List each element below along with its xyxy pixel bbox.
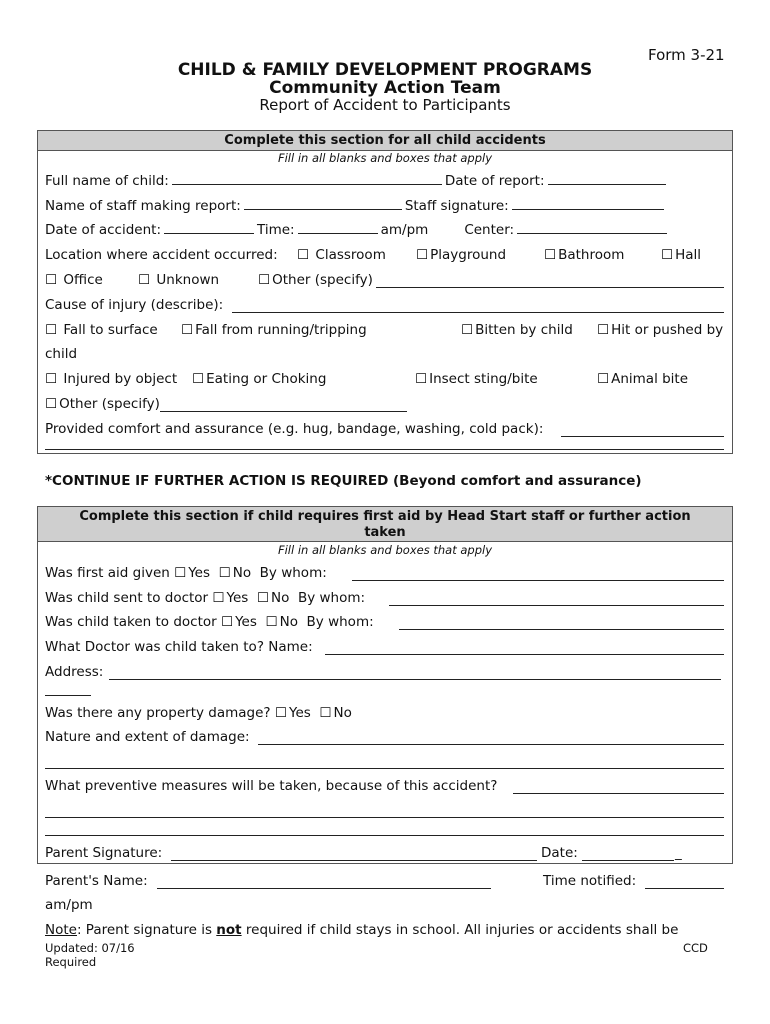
sent-doctor-by-field[interactable] xyxy=(389,605,724,606)
note-text-1: : Parent signature is xyxy=(76,922,217,938)
center-label: Center: xyxy=(464,222,515,238)
sent-doctor-by-label: By whom: xyxy=(297,590,366,606)
loc-unknown-option[interactable] xyxy=(138,272,219,288)
cause-fall-running-option[interactable] xyxy=(181,322,367,338)
checkbox-icon[interactable]: ☐ xyxy=(256,590,270,606)
checkbox-icon[interactable]: ☐ xyxy=(544,247,557,263)
checkbox-icon[interactable]: ☐ xyxy=(597,371,610,387)
time-notified-label: Time notified: xyxy=(543,873,637,889)
first-aid-by-field[interactable] xyxy=(352,580,724,581)
checkbox-icon[interactable]: ☐ xyxy=(181,322,194,338)
cause-fall-surface-label: Fall to surface xyxy=(63,322,158,338)
date-accident-field[interactable] xyxy=(164,232,254,234)
form-number: Form 3-21 xyxy=(648,46,725,64)
full-name-label: Full name of child: xyxy=(45,173,169,189)
location-line xyxy=(45,247,278,263)
first-aid-by-label: By whom: xyxy=(259,565,327,581)
checkbox-icon[interactable]: ☐ xyxy=(45,272,58,288)
sent-doctor-yes-label: Yes xyxy=(226,590,249,606)
updated-label: Updated: 07/16 xyxy=(45,941,135,955)
section1-heading: Complete this section for all child accidents xyxy=(38,131,732,151)
checkbox-icon[interactable]: ☐ xyxy=(258,272,271,288)
checkbox-icon[interactable]: ☐ xyxy=(415,371,428,387)
cause-bitten-option[interactable] xyxy=(461,322,573,338)
parent-name-label: Parent's Name: xyxy=(45,873,148,889)
checkbox-icon[interactable]: ☐ xyxy=(416,247,429,263)
first-aid-no-label: No xyxy=(232,565,252,581)
cause-eating-option[interactable] xyxy=(192,371,326,387)
sent-doctor-label: Was child sent to doctor xyxy=(45,590,209,606)
date-report-label: Date of report: xyxy=(444,173,545,189)
comfort-label: Provided comfort and assurance (e.g. hug, bandage, washing, cold pack): xyxy=(45,421,544,437)
parent-name-field[interactable] xyxy=(157,888,491,889)
cause-fall-running-label: Fall from running/tripping xyxy=(195,322,367,338)
comfort-field[interactable] xyxy=(561,436,724,437)
cause-object-label: Injured by object xyxy=(63,371,178,387)
date-report-field[interactable] xyxy=(548,183,666,185)
parent-date-label: Date: xyxy=(541,845,578,861)
section2-box xyxy=(37,506,733,864)
date-accident-label: Date of accident: xyxy=(45,222,162,238)
section2-instructions: Fill in all blanks and boxes that apply xyxy=(277,543,493,557)
preventive-field[interactable] xyxy=(513,793,724,794)
cause-insect-option[interactable] xyxy=(415,371,538,387)
loc-other-field[interactable] xyxy=(376,287,724,288)
cause-hit-label: Hit or pushed by xyxy=(611,322,724,338)
cause-other-field[interactable] xyxy=(160,411,407,412)
time-notified-ampm: am/pm xyxy=(45,897,93,913)
loc-playground-label: Playground xyxy=(430,247,507,263)
nature-field-2[interactable] xyxy=(45,768,724,769)
checkbox-icon[interactable]: ☐ xyxy=(265,614,278,630)
checkbox-icon[interactable]: ☐ xyxy=(174,565,187,581)
cause-fall-surface-option[interactable] xyxy=(45,322,158,338)
parent-sig-label: Parent Signature: xyxy=(45,845,163,861)
loc-other-label: Other (specify) xyxy=(272,272,373,288)
checkbox-icon[interactable]: ☐ xyxy=(597,322,610,338)
property-label: Was there any property damage? xyxy=(45,705,271,721)
address-label: Address: xyxy=(45,664,104,680)
section2-heading-line1: Complete this section if child requires first aid by Head Start staff or further action xyxy=(79,509,691,524)
checkbox-icon[interactable]: ☐ xyxy=(45,322,58,338)
taken-doctor-label: Was child taken to doctor xyxy=(45,614,217,630)
address-field-2[interactable] xyxy=(45,695,91,696)
note-text-2: required if child stays in school. All injuries or accidents shall be xyxy=(241,922,679,938)
property-no-label: No xyxy=(333,705,352,721)
cause-animal-label: Animal bite xyxy=(611,371,689,387)
first-aid-yes-label: Yes xyxy=(188,565,211,581)
checkbox-icon[interactable]: ☐ xyxy=(319,705,332,721)
center-field[interactable] xyxy=(517,232,667,234)
cause-animal-option[interactable] xyxy=(597,371,688,387)
ampm-label: am/pm xyxy=(380,222,429,238)
location-label: Location where accident occurred: xyxy=(45,247,278,263)
taken-doctor-by-label: By whom: xyxy=(306,614,374,630)
preventive-label: What preventive measures will be taken, because of this accident? xyxy=(45,778,498,794)
address-field[interactable] xyxy=(109,679,721,680)
checkbox-icon[interactable]: ☐ xyxy=(192,371,205,387)
what-doctor-field[interactable] xyxy=(325,654,724,655)
staff-name-label: Name of staff making report: xyxy=(45,198,241,214)
parent-date-field[interactable] xyxy=(582,860,674,861)
section1-instructions: Fill in all blanks and boxes that apply xyxy=(277,151,493,165)
staff-name-field[interactable] xyxy=(244,208,402,210)
loc-bathroom-option[interactable] xyxy=(544,247,624,263)
note-label: Note xyxy=(45,922,77,938)
checkbox-icon[interactable]: ☐ xyxy=(212,590,225,606)
time-notified-field[interactable] xyxy=(645,888,724,889)
taken-doctor-no-label: No xyxy=(279,614,298,630)
checkbox-icon[interactable]: ☐ xyxy=(297,247,310,263)
loc-office-label: Office xyxy=(63,272,103,288)
loc-bathroom-label: Bathroom xyxy=(558,247,625,263)
checkbox-icon[interactable]: ☐ xyxy=(218,565,231,581)
time-label: Time: xyxy=(257,222,295,238)
checkbox-icon[interactable]: ☐ xyxy=(220,614,234,630)
team-title: Community Action Team xyxy=(269,78,501,98)
cause-bitten-label: Bitten by child xyxy=(475,322,573,338)
time-field[interactable] xyxy=(298,232,378,234)
staff-sig-label: Staff signature: xyxy=(404,198,509,214)
comfort-field-2[interactable] xyxy=(45,449,724,450)
required-label: Required xyxy=(45,955,97,969)
staff-sig-field[interactable] xyxy=(512,208,664,210)
what-doctor-label: What Doctor was child taken to? Name: xyxy=(45,639,313,655)
sent-doctor-no-label: No xyxy=(271,590,290,606)
parent-date-tail: _ xyxy=(675,845,682,861)
cause-eating-label: Eating or Choking xyxy=(206,371,327,387)
checkbox-icon[interactable]: ☐ xyxy=(45,371,58,387)
checkbox-icon[interactable]: ☐ xyxy=(461,322,474,338)
checkbox-icon[interactable]: ☐ xyxy=(45,396,58,412)
program-title: CHILD & FAMILY DEVELOPMENT PROGRAMS xyxy=(177,60,593,80)
section2-heading xyxy=(38,507,732,542)
parent-sig-field[interactable] xyxy=(171,860,537,861)
loc-other-option[interactable] xyxy=(258,272,373,288)
checkbox-icon[interactable]: ☐ xyxy=(661,247,674,263)
loc-office-option[interactable] xyxy=(45,272,103,288)
taken-doctor-yes-label: Yes xyxy=(235,614,257,630)
continue-note: *CONTINUE IF FURTHER ACTION IS REQUIRED (Beyond comfort and assurance) xyxy=(45,473,642,489)
loc-playground-option[interactable] xyxy=(416,247,506,263)
note-not: not xyxy=(216,922,242,938)
preventive-field-3[interactable] xyxy=(45,835,724,836)
ccd-label: CCD xyxy=(683,941,708,955)
loc-classroom-option[interactable] xyxy=(297,247,386,263)
taken-doctor-by-field[interactable] xyxy=(399,629,724,630)
nature-field[interactable] xyxy=(258,744,724,745)
cause-insect-label: Insect sting/bite xyxy=(429,371,538,387)
cause-hit-option[interactable] xyxy=(597,322,723,338)
first-aid-label: Was first aid given xyxy=(45,565,170,581)
report-title: Report of Accident to Participants xyxy=(259,96,511,114)
loc-hall-option[interactable] xyxy=(661,247,701,263)
loc-hall-label: Hall xyxy=(675,247,702,263)
cause-label: Cause of injury (describe): xyxy=(45,297,224,313)
checkbox-icon[interactable]: ☐ xyxy=(274,705,287,721)
property-yes-label: Yes xyxy=(289,705,311,721)
cause-other-option[interactable] xyxy=(45,396,160,412)
loc-classroom-label: Classroom xyxy=(315,247,386,263)
preventive-field-2[interactable] xyxy=(45,817,724,818)
nature-label: Nature and extent of damage: xyxy=(45,729,250,745)
cause-other-label: Other (specify) xyxy=(59,396,160,412)
cause-hit-child-label: child xyxy=(45,346,78,362)
cause-object-option[interactable] xyxy=(45,371,177,387)
section2-heading-line2: taken xyxy=(364,525,406,540)
loc-unknown-label: Unknown xyxy=(156,272,220,288)
note-line xyxy=(45,922,678,938)
checkbox-icon[interactable]: ☐ xyxy=(138,272,151,288)
cause-field[interactable] xyxy=(232,312,724,313)
full-name-field[interactable] xyxy=(172,183,442,185)
